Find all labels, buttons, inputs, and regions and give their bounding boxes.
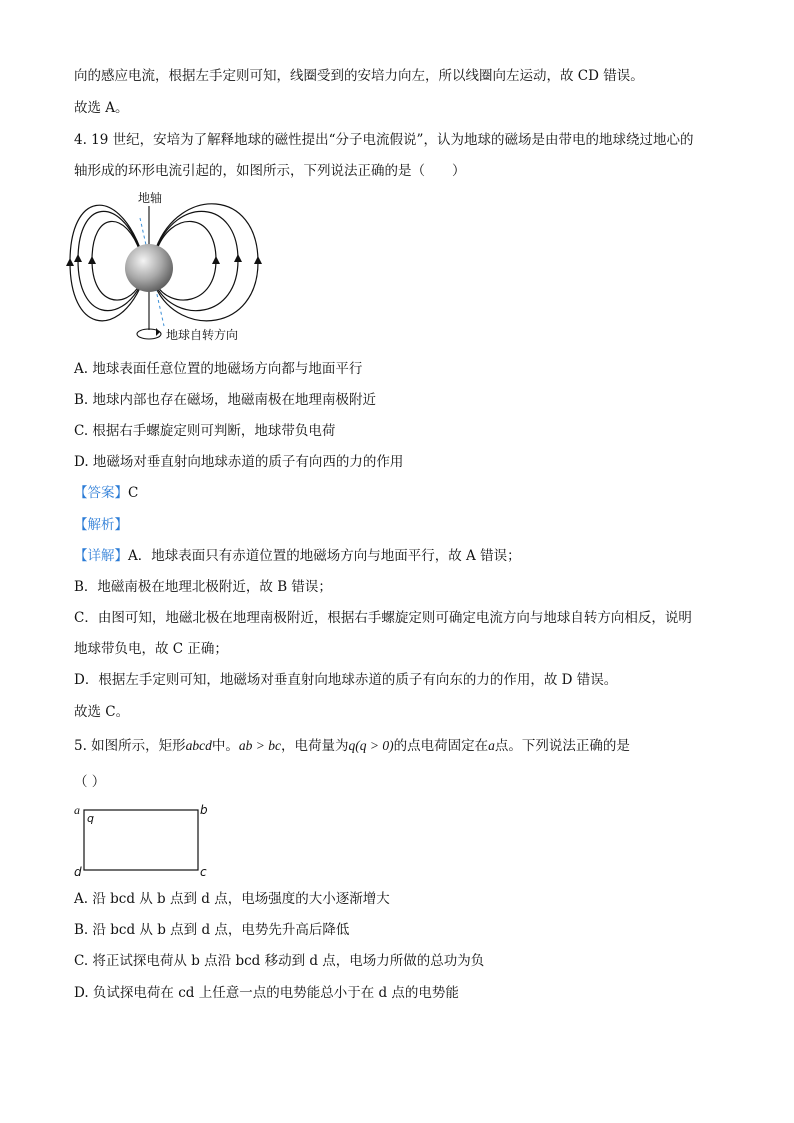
label-b: b (200, 803, 208, 817)
label-q: q (87, 812, 94, 825)
rectangle-abcd (84, 810, 198, 870)
q4-option-c: C. 根据右手螺旋定则可判断，地球带负电荷 (74, 423, 336, 439)
q3-text-line: 向的感应电流，根据左手定则可知，线圈受到的安培力向左，所以线圈向左运动，故 CD 错误。 (74, 68, 644, 84)
q4-detail-a (74, 546, 521, 566)
q5-stem-abcd: abcd (185, 738, 212, 753)
label-c: c (200, 865, 207, 879)
q4-detail-c2: 地球带负电，故 C 正确； (74, 641, 228, 657)
q4-answer (74, 483, 138, 503)
q4-stem-line1: 4. 19 世纪，安培为了解释地球的磁性提出“分子电流假说”，认为地球的磁场是由带电的地球绕过地心的 (74, 132, 694, 148)
label-d: d (74, 865, 82, 879)
q5-option-a: A. 沿 bcd 从 b 点到 d 点，电场强度的大小逐渐增大 (74, 891, 390, 907)
analysis-tag: 【解析】 (74, 517, 128, 533)
rotation-label: 地球自转方向 (166, 328, 239, 342)
q3-conclusion: 故选 A。 (74, 100, 129, 116)
q5-stem-line1 (74, 736, 630, 756)
q4-option-d: D. 地磁场对垂直射向地球赤道的质子有向西的力的作用 (74, 454, 404, 470)
q4-option-b: B. 地球内部也存在磁场，地磁南极在地理南极附近 (74, 392, 377, 408)
q5-stem-charge: q(q > 0) (348, 738, 394, 753)
q4-detail-d: D．根据左手定则可知，地磁场对垂直射向地球赤道的质子有向东的力的作用，故 D 错误。 (74, 672, 618, 688)
detail-a-text: A．地球表面只有赤道位置的地磁场方向与地面平行，故 A 错误； (128, 548, 521, 564)
q5-option-c: C. 将正试探电荷从 b 点沿 bcd 移动到 d 点，电场力所做的总功为负 (74, 953, 485, 969)
detail-tag: 【详解】 (74, 548, 128, 564)
q5-stem-part2: 中。 (211, 738, 239, 754)
q5-stem-part3: ，电荷量为 (281, 738, 349, 754)
answer-tag: 【答案】 (74, 485, 128, 501)
q4-stem-line2: 轴形成的环形电流引起的，如图所示，下列说法正确的是（ ） (74, 163, 466, 179)
label-a: a (74, 803, 80, 817)
q5-stem-line2: （ ） (74, 774, 106, 790)
q5-stem-relation: ab > bc (238, 738, 282, 753)
q4-analysis (74, 515, 128, 535)
rectangle-abcd-figure (70, 800, 215, 882)
q4-detail-c1: C．由图可知，地磁北极在地理南极附近，根据右手螺旋定则可确定电流方向与地球自转方向相反，说明 (74, 610, 692, 626)
q5-stem-point: a (488, 738, 495, 753)
q5-option-d: D. 负试探电荷在 cd 上任意一点的电势能总小于在 d 点的电势能 (74, 985, 459, 1001)
answer-value: C (128, 485, 139, 501)
q5-stem-part1: 5. 如图所示，矩形 (74, 738, 186, 754)
q4-option-a: A. 地球表面任意位置的地磁场方向都与地面平行 (74, 361, 363, 377)
q4-conclusion: 故选 C。 (74, 704, 130, 720)
q5-stem-part5: 点。下列说法正确的是 (494, 738, 630, 754)
earth-ball (125, 244, 173, 292)
q5-stem-part4: 的点电荷固定在 (393, 738, 489, 754)
axis-label: 地轴 (138, 191, 163, 205)
q4-detail-b: B．地磁南极在地理北极附近，故 B 错误； (74, 579, 332, 595)
q5-option-b: B. 沿 bcd 从 b 点到 d 点，电势先升高后降低 (74, 922, 350, 938)
earth-magnetic-field-figure (66, 188, 266, 346)
